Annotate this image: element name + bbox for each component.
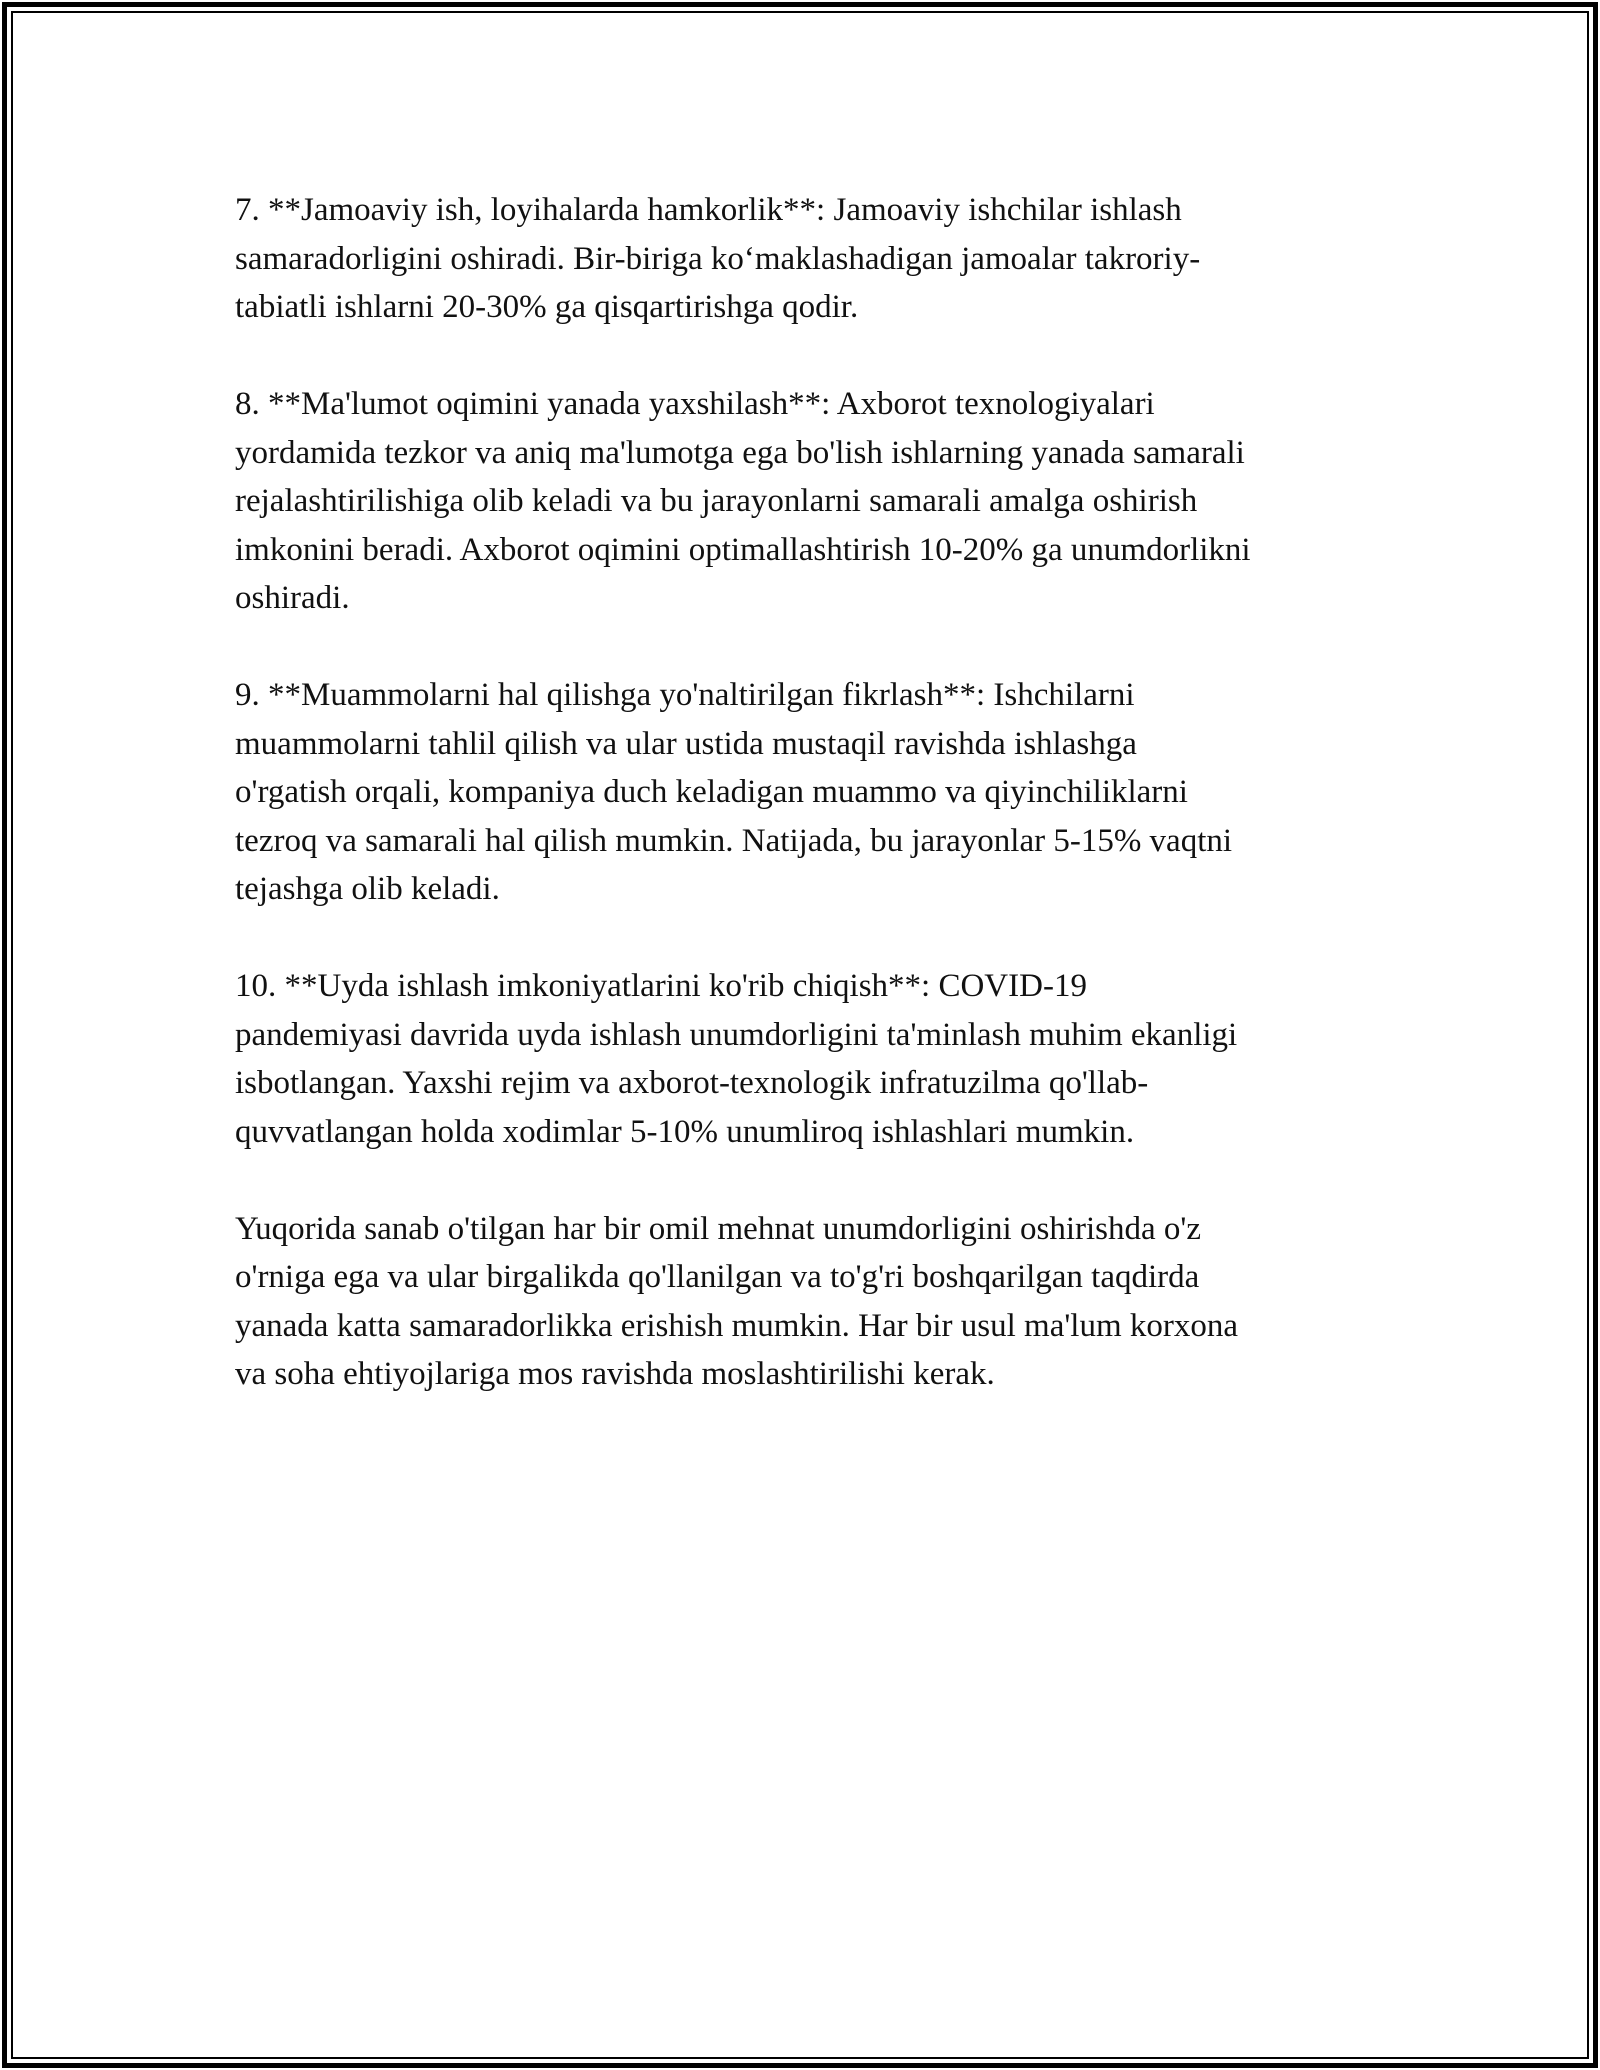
- paragraph-conclusion: Yuqorida sanab o'tilgan har bir omil mehnat unumdorligini oshirishda o'z o'rniga ega va ular birgalikda qo'llanilgan va to'g'ri boshqarilgan taqdirda yanada katta samaradorlikka erishish mumkin. Har bir usul ma'lum korxona va soha ehtiyojlariga mos ravishda moslashtirilishi kerak.: [235, 1210, 1239, 1392]
- paragraph-item-10: 10. **Uyda ishlash imkoniyatlarini ko'rib chiqish**: COVID-19 pandemiyasi davrida uyda ishlash unumdorligini ta'minlash muhim ekanligi isbotlangan. Yaxshi rejim va axborot-texnologik infratuzilma qo'llab- quvvatlangan holda xodimlar 5-10% unumliroq ishlashlari mumkin.: [235, 968, 1238, 1150]
- paragraph-item-8: 8. **Ma'lumot oqimini yanada yaxshilash**: Axborot texnologiyalari yordamida tezkor va aniq ma'lumotga ega bo'lish ishlarning yanada samarali rejalashtirilishiga olib keladi va bu jarayonlarni samarali amalga oshirish imkonini beradi. Axborot oqimini optimallashtirish 10-20% ga unumdorlikni oshiradi.: [235, 386, 1251, 616]
- paragraph-item-7: 7. **Jamoaviy ish, loyihalarda hamkorlik**: Jamoaviy ishchilar ishlash samaradorligini oshiradi. Bir-biriga ko‘maklashadigan jamoalar takroriy- tabiatli ishlarni 20-30% ga qisqartirishga qodir.: [235, 192, 1201, 325]
- paragraph-item-9: 9. **Muammolarni hal qilishga yo'naltirilgan fikrlash**: Ishchilarni muammolarni tahlil qilish va ular ustida mustaqil ravishda ishlashga o'rgatish orqali, kompaniya duch keladigan muammo va qiyinchiliklarni tezroq va samarali hal qilish mumkin. Natijada, bu jarayonlar 5-15% vaqtni tejashga olib keladi.: [235, 677, 1233, 907]
- document-body: [235, 186, 1385, 1447]
